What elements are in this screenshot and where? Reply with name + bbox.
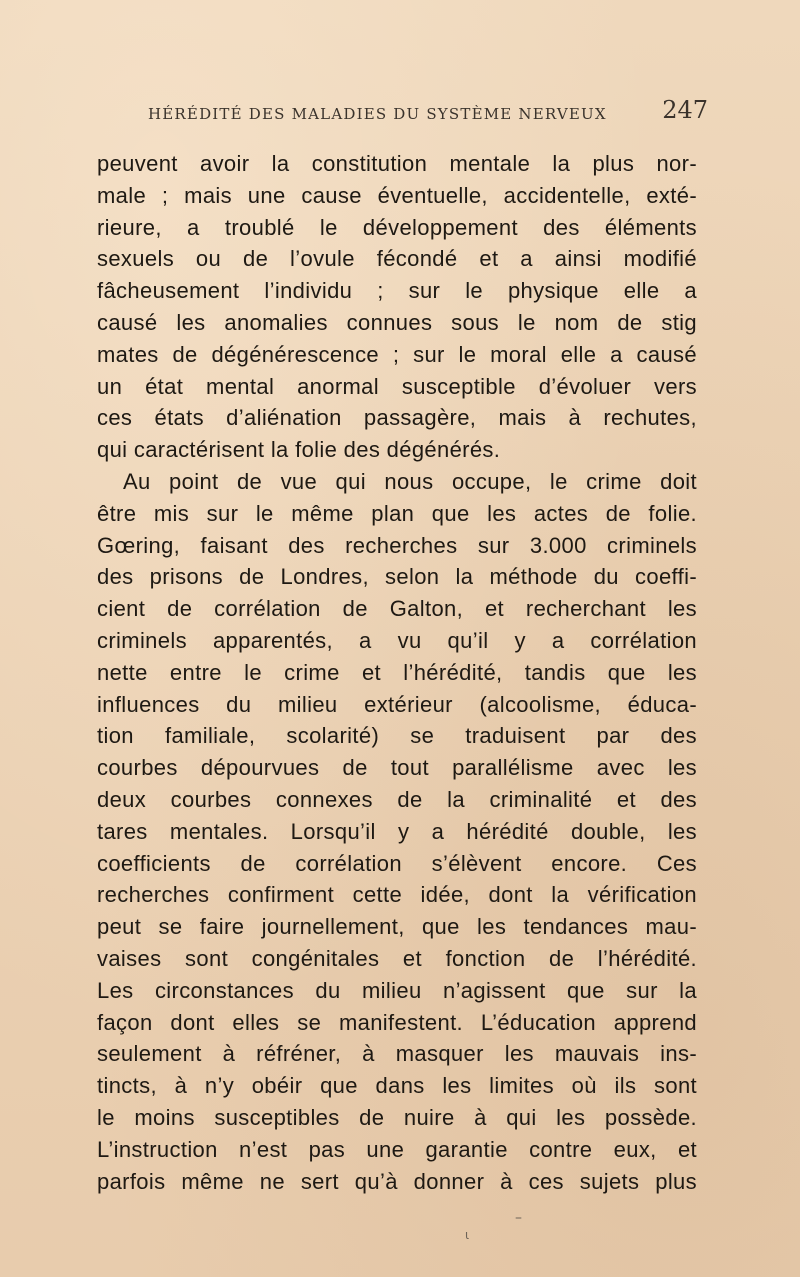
text-line: rieure, a troublé le développement des éléments [97,214,697,240]
text-line: tincts, à n’y obéir que dans les limites où ils sont [97,1073,697,1099]
text-line: peut se faire journellement, que les tendances mau- [97,914,697,940]
paragraph [97,466,697,1197]
text-line: sexuels ou de l’ovule fécondé et a ainsi modifié [97,246,697,272]
text-line: fâcheusement l’individu ; sur le physique elle a [97,278,697,304]
text-line: deux courbes connexes de la criminalité et des [97,786,697,812]
text-line: recherches confirment cette idée, dont la vérification [97,882,697,908]
text-line: ces états d’aliénation passagère, mais à rechutes, [97,405,697,431]
page-header [130,96,710,132]
text-line: un état mental anormal susceptible d’évoluer vers [97,373,697,399]
text-line: cient de corrélation de Galton, et recherchant les [97,596,697,622]
text-line: être mis sur le même plan que les actes de folie. [97,500,697,526]
text-line: peuvent avoir la constitution mentale la plus nor- [97,151,697,176]
text-line: criminels apparentés, a vu qu’il y a corrélation [97,627,697,653]
footer-tick: ι [465,1228,470,1242]
text-line: façon dont elles se manifestent. L’éducation apprend [97,1009,697,1035]
text-line: Au point de vue qui nous occupe, le crime doit [123,468,697,494]
text-line: seulement à réfréner, à masquer les mauvais ins- [97,1041,697,1067]
footer-marks [465,1210,535,1242]
text-line: influences du milieu extérieur (alcoolisme, éduca- [97,691,697,717]
paragraph [97,148,697,466]
text-line: Gœring, faisant des recherches sur 3.000 criminels [97,532,697,558]
text-line: nette entre le crime et l’hérédité, tandis que les [97,659,697,685]
text-line: parfois même ne sert qu’à donner à ces sujets plus [97,1168,697,1194]
text-line: des prisons de Londres, selon la méthode du coeffi- [97,564,697,590]
text-line: male ; mais une cause éventuelle, accidentelle, exté- [97,182,697,208]
text-line: Les circonstances du milieu n’agissent que sur la [97,977,697,1003]
text-line: qui caractérisent la folie des dégénérés. [97,437,501,463]
text-line: courbes dépourvues de tout parallélisme avec les [97,755,697,781]
footer-dash: – [515,1210,522,1226]
text-line: coefficients de corrélation s’élèvent encore. Ces [97,850,697,876]
page-number: 247 [662,96,708,124]
running-title: HÉRÉDITÉ DES MALADIES DU SYSTÈME NERVEUX [148,105,607,123]
text-line: causé les anomalies connues sous le nom de stig [97,309,697,335]
text-line: L’instruction n’est pas une garantie contre eux, et [97,1136,697,1162]
body-text [97,148,697,1197]
text-line: le moins susceptibles de nuire à qui les possède. [97,1104,697,1130]
text-line: tares mentales. Lorsqu’il y a hérédité double, les [97,818,697,844]
text-line: tion familiale, scolarité) se traduisent par des [97,723,697,749]
text-line: mates de dégénérescence ; sur le moral elle a causé [97,341,697,367]
text-line: vaises sont congénitales et fonction de l’hérédité. [97,945,697,971]
